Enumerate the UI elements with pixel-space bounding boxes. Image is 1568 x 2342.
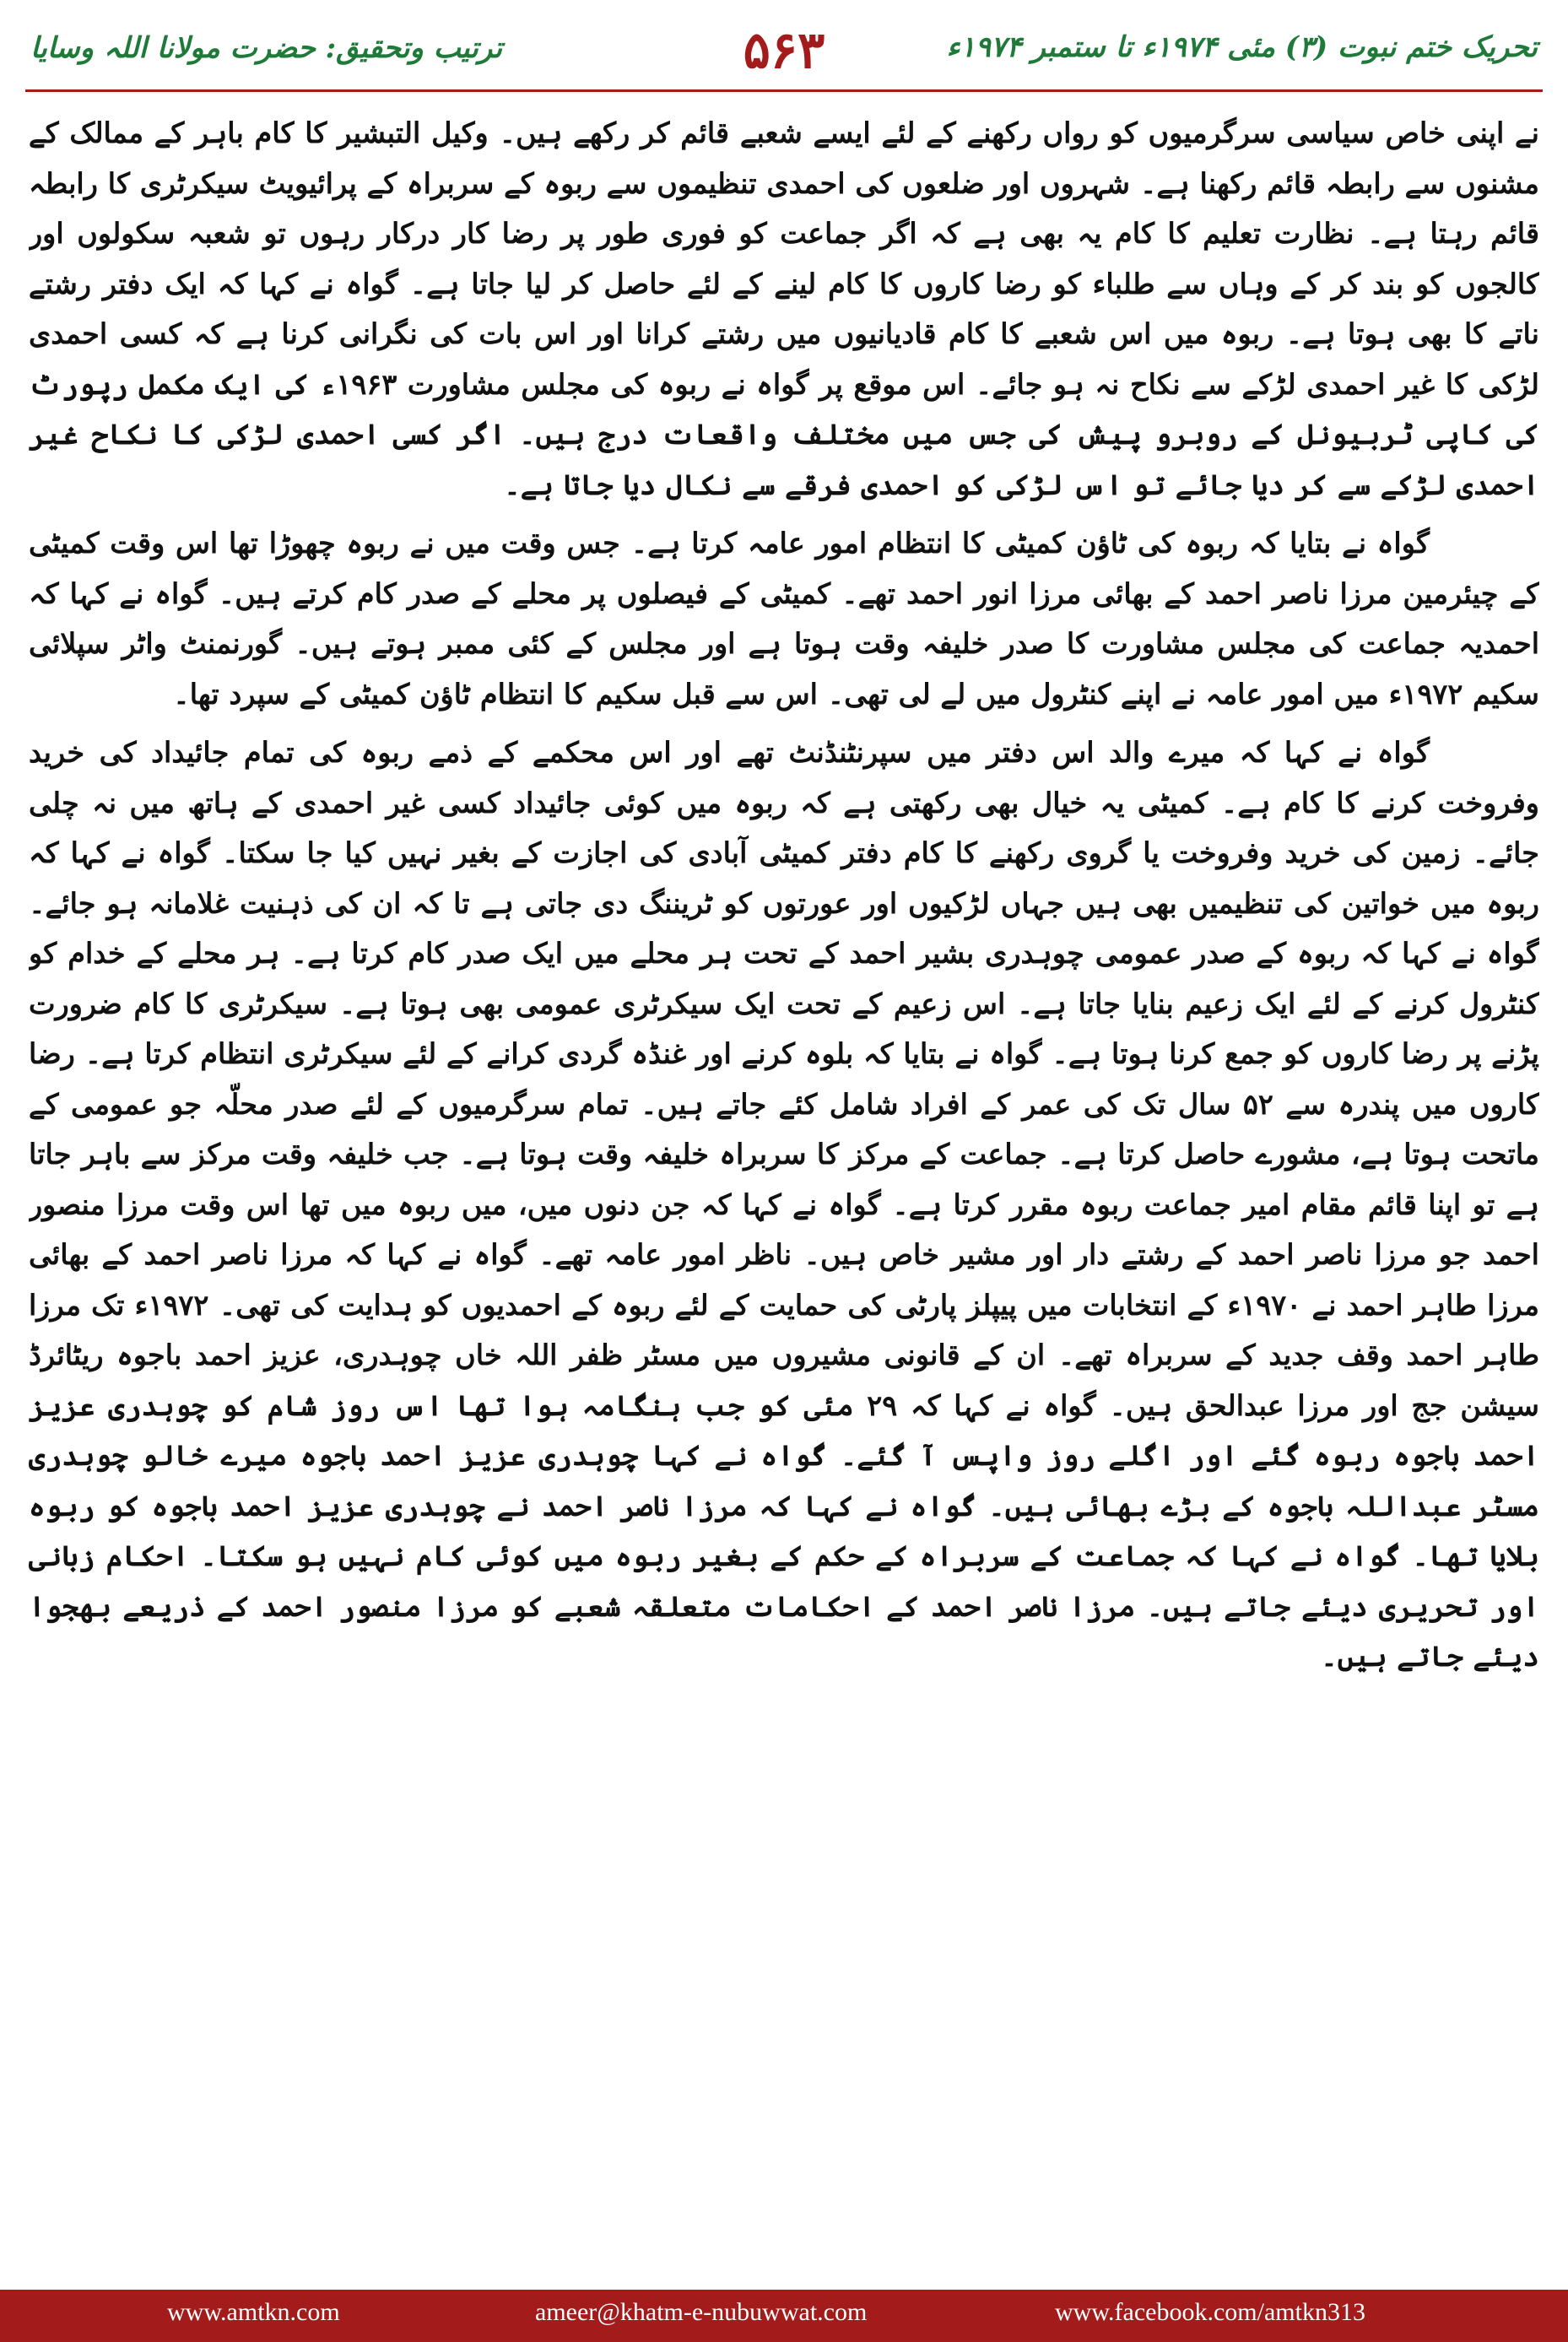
website-link[interactable]: www.amtkn.com [167, 2298, 340, 2326]
page-number: ۵۶۳ [743, 21, 825, 80]
page-footer [0, 2290, 1568, 2342]
compiler-credit: ترتیب وتحقیق: حضرت مولانا اللہ وسایا [30, 31, 503, 65]
body-text [29, 108, 1539, 2247]
page-header [25, 21, 1543, 83]
paragraph-1: نے اپنی خاص سیاسی سرگرمیوں کو رواں رکھنے کے لئے ایسے شعبے قائم کر رکھے ہیں۔ وکیل التبشیر کا کام باہر کے ممالک کے مشنوں سے رابطہ قائم رکھنا ہے۔ شہروں اور ضلعوں کی احمدی تنظیموں سے ربوہ کے سربراہ کے پرائیویٹ سیکرٹری کا رابطہ قائم رہتا ہے۔ نظارت تعلیم کا کام یہ بھی ہے کہ اگر جماعت کو فوری طور پر رضا کار درکار رہوں تو شعبہ سکولوں اور کالجوں کو بند کر کے وہاں سے طلباء کو رضا کاروں کا کام لینے کے لئے حاصل کر لیا جاتا ہے۔ گواہ نے کہا کہ ایک دفتر رشتے ناتے کا بھی ہوتا ہے۔ ربوہ میں اس شعبے کا کام قادیانیوں میں رشتے کرانا اور اس بات کی نگرانی کرنا ہے کہ کسی احمدی لڑکی کا غیر احمدی لڑکے سے نکاح نہ ہو جائے۔ اس موقع پر گواہ نے ربوہ کی مجلس مشاورت ۱۹۶۳ء کی ایک مکمل رپورٹ کی کاپی ٹربیونل کے روبرو پیش کی جس میں مختلف واقعات درج ہیں۔ اگر کسی احمدی لڑکی کا نکاح غیر احمدی لڑکے سے کر دیا جائے تو اس لڑکی کو احمدی فرقے سے نکال دیا جاتا ہے۔ [29, 116, 1539, 501]
header-divider [25, 89, 1543, 92]
paragraph-3: گواہ نے کہا کہ میرے والد اس دفتر میں سپرنٹنڈنٹ تھے اور اس محکمے کے ذمے ربوہ کی تمام جائیداد کی خرید وفروخت کرنے کا کام ہے۔ کمیٹی یہ خیال بھی رکھتی ہے کہ ربوہ میں کوئی جائیداد کسی غیر احمدی کے ہاتھ میں نہ چلی جائے۔ زمین کی خرید وفروخت یا گروی رکھنے کا کام دفتر کمیٹی آبادی کی اجازت کے بغیر نہیں کیا جا سکتا۔ گواہ نے کہا کہ ربوہ میں خواتین کی تنظیمیں بھی ہیں جہاں لڑکیوں اور عورتوں کو ٹریننگ دی جاتی ہے تا کہ ان کی ذہنیت غلامانہ ہو جائے۔ گواہ نے کہا کہ ربوہ کے صدر عمومی چوہدری بشیر احمد کے تحت ہر محلے میں ایک صدر کام کرتا ہے۔ ہر محلے کے خدام کو کنٹرول کرنے کے لئے ایک زعیم بنایا جاتا ہے۔ اس زعیم کے تحت ایک سیکرٹری عمومی بھی ہوتا ہے۔ سیکرٹری کا کام ضرورت پڑنے پر رضا کاروں کو جمع کرنا ہوتا ہے۔ گواہ نے بتایا کہ بلوہ کرنے اور غنڈہ گردی کرانے کے لئے سیکرٹری انتظام کرتا ہے۔ رضا کاروں میں پندرہ سے ۵۲ سال تک کی عمر کے افراد شامل کئے جاتے ہیں۔ تمام سرگرمیوں کے لئے صدر محلّہ جو عمومی کے ماتحت ہوتا ہے، مشورے حاصل کرتا ہے۔ جماعت کے مرکز کا سربراہ خلیفہ وقت ہوتا ہے۔ جب خلیفہ وقت مرکز سے باہر جاتا ہے تو اپنا قائم مقام امیر جماعت ربوہ مقرر کرتا ہے۔ گواہ نے کہا کہ جن دنوں میں، میں ربوہ میں تھا اس وقت مرزا منصور احمد جو مرزا ناصر احمد کے رشتے دار اور مشیر خاص ہیں۔ ناظر امور عامہ تھے۔ گواہ نے کہا کہ مرزا ناصر احمد کے بھائی مرزا طاہر احمد نے ۱۹۷۰ء کے انتخابات میں پیپلز پارٹی کی حمایت کے لئے ربوہ کے احمدیوں کو ہدایت کی تھی۔ ۱۹۷۲ء تک مرزا طاہر احمد وقف جدید کے سربراہ تھے۔ ان کے قانونی مشیروں میں مسٹر ظفر اللہ خاں چوہدری، عزیز احمد باجوہ ریٹائرڈ سیشن جج اور مرزا عبدالحق ہیں۔ گواہ نے کہا کہ ۲۹ مئی کو جب ہنگامہ ہوا تھا اس روز شام کو چوہدری عزیز احمد باجوہ ربوہ گئے اور اگلے روز واپس آ گئے۔ گواہ نے کہا چوہدری عزیز احمد باجوہ میرے خالو چوہدری مسٹر عبداللہ باجوہ کے بڑے بھائی ہیں۔ گواہ نے کہا کہ مرزا ناصر احمد نے چوہدری عزیز احمد باجوہ کو ربوہ بلایا تھا۔ گواہ نے کہا کہ جماعت کے سربراہ کے حکم کے بغیر ربوہ میں کوئی کام نہیں ہو سکتا۔ احکام زبانی اور تحریری دیئے جاتے ہیں۔ مرزا ناصر احمد کے احکامات متعلقہ شعبے کو مرزا منصور احمد کے ذریعے بھجوا دیئے جاتے ہیں۔ [29, 736, 1539, 1673]
book-title: تحریک ختم نبوت (۳) مئی ۱۹۷۴ء تا ستمبر ۱۹۷۴ء [946, 30, 1538, 64]
email-link[interactable]: ameer@khatm-e-nubuwwat.com [535, 2298, 868, 2326]
facebook-link[interactable]: www.facebook.com/amtkn313 [1055, 2298, 1365, 2326]
paragraph-2: گواہ نے بتایا کہ ربوہ کی ٹاؤن کمیٹی کا انتظام امور عامہ کرتا ہے۔ جس وقت میں نے ربوہ چھوڑا تھا اس وقت کمیٹی کے چیئرمین مرزا ناصر احمد کے بھائی مرزا انور احمد تھے۔ کمیٹی کے فیصلوں پر محلے کے صدر کام کرتے ہیں۔ گواہ نے کہا کہ احمدیہ جماعت کی مجلس مشاورت کا صدر خلیفہ وقت ہوتا ہے اور مجلس کے کئی ممبر ہوتے ہیں۔ گورنمنٹ واٹر سپلائی سکیم ۱۹۷۲ء میں امور عامہ نے اپنے کنٹرول میں لے لی تھی۔ اس سے قبل سکیم کا انتظام ٹاؤن کمیٹی کے سپرد تھا۔ [29, 527, 1539, 711]
